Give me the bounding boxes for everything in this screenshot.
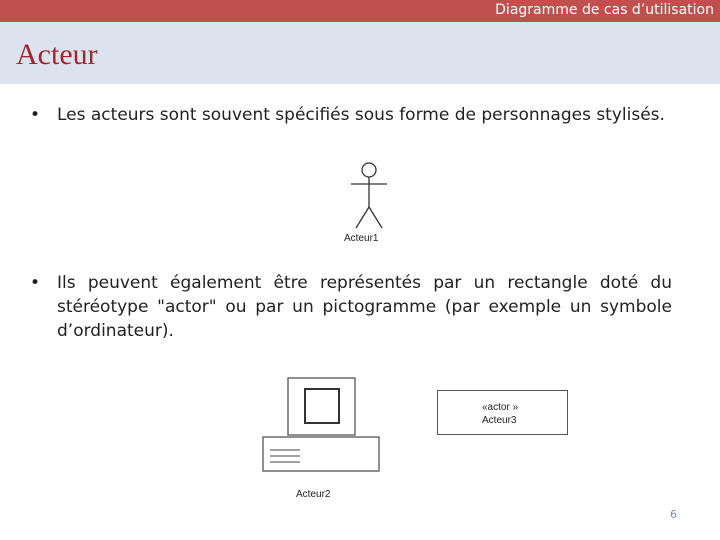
stick-figure-actor-icon [340,160,400,235]
actor1-label: Acteur1 [344,233,379,244]
bullet-item [30,271,672,343]
bullet-text: Les acteurs sont souvent spécifiés sous forme de personnages stylisés. [57,105,665,125]
monitor-screen [305,389,339,423]
section-title: Diagramme de cas d’utilisation [495,2,714,18]
actor-stereotype-box [437,390,568,435]
section-header-bar [0,0,720,22]
page-number: 6 [670,508,677,521]
slide-title: Acteur [16,38,98,71]
computer-actor-icon [260,375,385,475]
actor-left-leg [356,207,369,228]
actor2-label: Acteur2 [296,489,331,500]
bullet-marker: • [30,105,41,125]
actor3-label: Acteur3 [482,415,517,426]
bullet-text: Ils peuvent également être représentés par un rectangle doté du stéréotype "actor" ou par un pictogramme (par exemple un symbole d’ordinateur). [57,273,672,341]
actor-stereotype-text: «actor » [482,402,519,413]
actor-head [362,163,376,177]
actor-right-leg [369,207,382,228]
title-band [0,22,720,84]
bullet-marker: • [30,273,41,293]
computer-base [263,437,379,471]
bullet-item [30,103,672,127]
